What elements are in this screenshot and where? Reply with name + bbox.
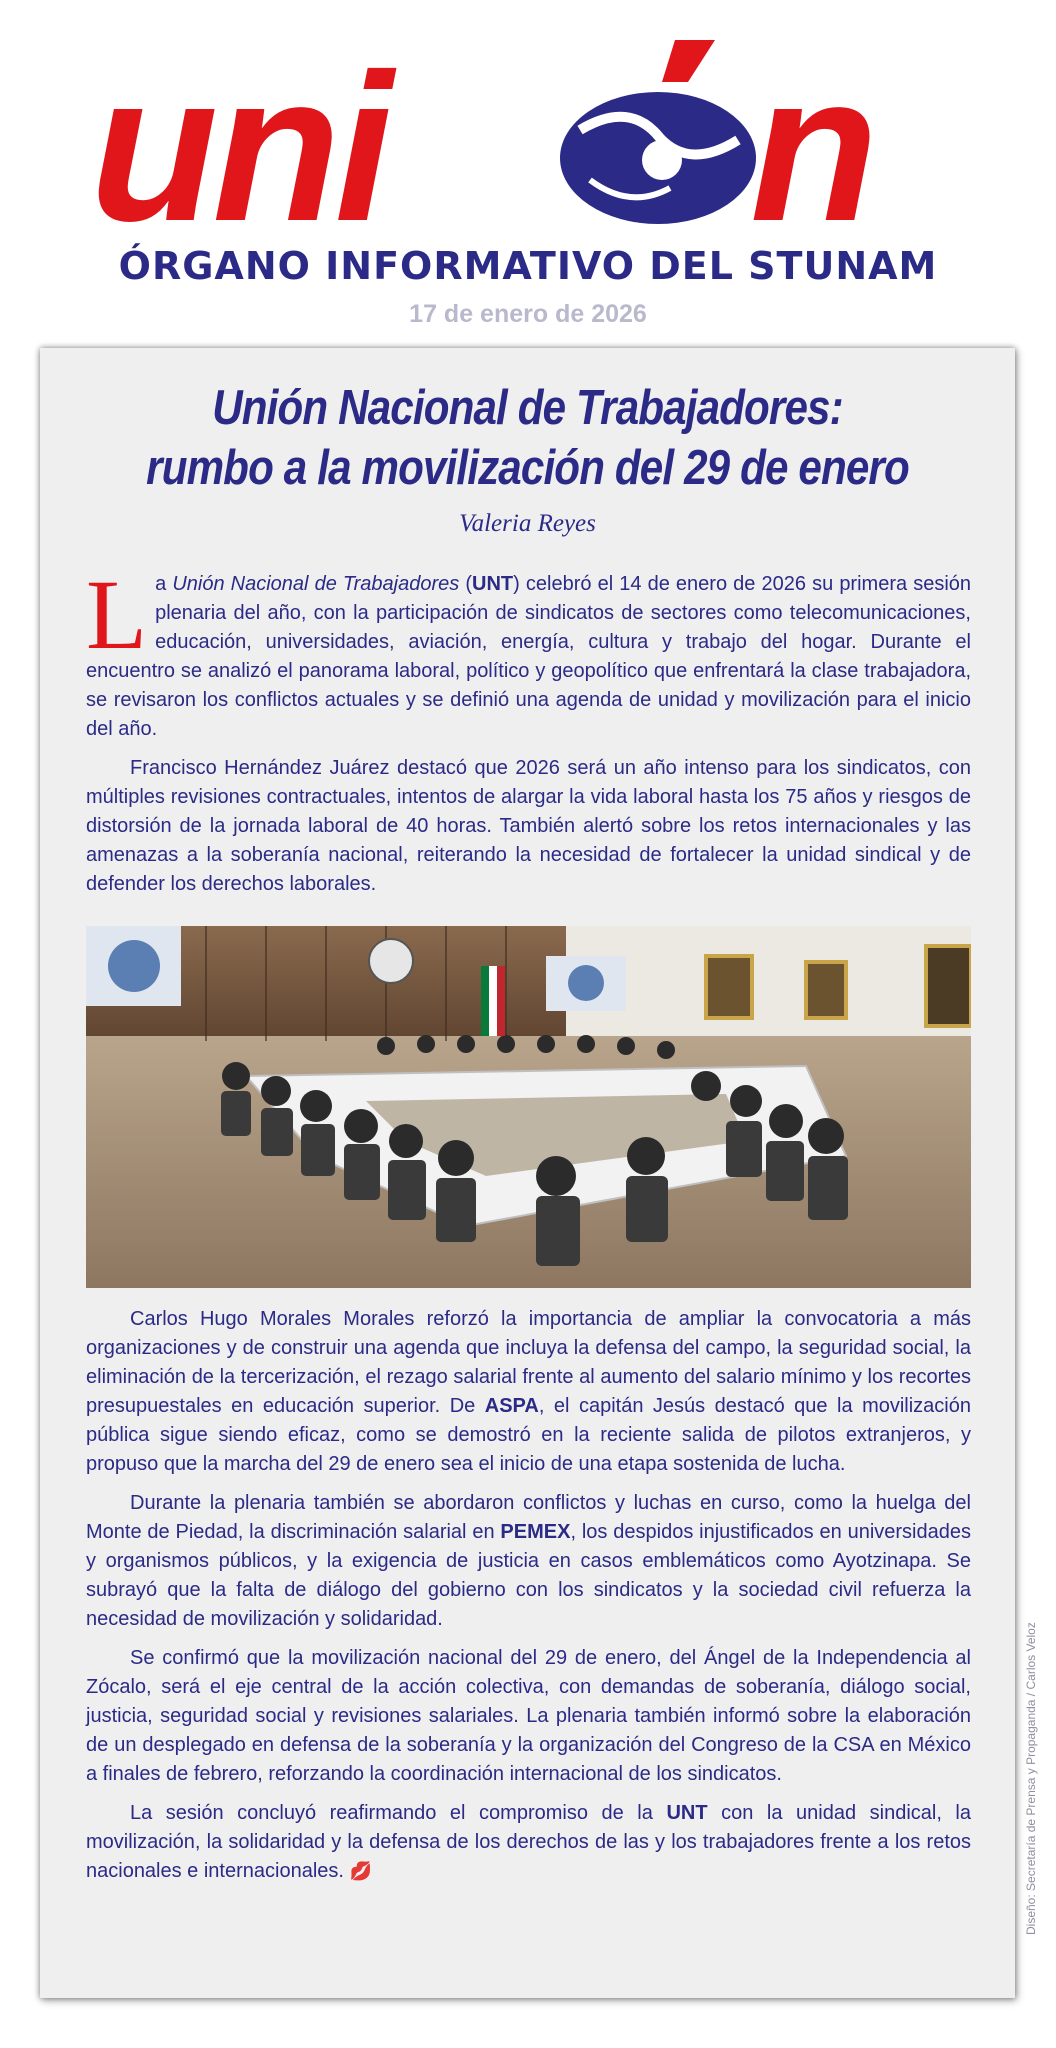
article-title-line1: Unión Nacional de Trabajadores: xyxy=(212,381,843,435)
article-body-top xyxy=(86,559,972,909)
p1-text-a: a xyxy=(155,573,173,595)
design-credit: Diseño: Secretaría de Prensa y Propaganda / Carlos Veloz xyxy=(1024,1622,1038,1935)
article-card xyxy=(40,348,1015,1998)
plenary-photo-illustration xyxy=(86,926,971,1288)
p4-text-pemex: PEMEX xyxy=(500,1521,571,1543)
paragraph-5: Se confirmó que la movilización nacional del 29 de enero, del Ángel de la Independencia al Zócalo, será el eje central de la acción colectiva, con demandas de soberanía, diálogo social, justicia, seguridad social y revisiones salariales. La plenaria también informó sobre la elaboración de un desplegado en defensa de la soberanía y la organización del Congreso de la CSA en México a finales de febrero, reforzando la coordinación internacional de los sindicatos. xyxy=(86,1647,971,1785)
p1-text-unt: UNT xyxy=(472,573,514,595)
p1-text-c: ( xyxy=(459,573,473,595)
article-author: Valeria Reyes xyxy=(459,510,596,537)
p6-text-a: La sesión concluyó reafirmando el compromiso de la xyxy=(130,1802,667,1824)
kiss-icon: 💋 xyxy=(349,1861,372,1881)
p3-text-a: Carlos Hugo Morales Morales reforzó la importancia de ampliar la convocatoria a más organizaciones y de construir una agenda que incluya la defensa del campo, la seguridad social, la eliminación de la tercerización, el rezago salarial frente al aumento del salario mínimo y los recortes presupuestales en educación superior. De xyxy=(86,1308,971,1417)
article-title-line2: rumbo a la movilización del 29 de enero xyxy=(146,441,909,495)
plenary-photo xyxy=(86,926,971,1288)
p6-text-c: con la unidad sindical, la movilización, la solidaridad y la defensa de los derechos de las y los trabajadores frente a los retos nacionales e internacionales. xyxy=(86,1802,971,1882)
article-body-bottom xyxy=(86,1305,971,1896)
p4-text-c: , los despidos injustificados en universidades y organismos públicos, y la exigencia de justicia en casos emblemáticos como Ayotzinapa. Se subrayó que la falta de diálogo del gobierno con los sindicatos y la sociedad civil refuerza la necesidad de movilización y solidaridad. xyxy=(86,1521,971,1630)
paragraph-4 xyxy=(86,1489,971,1634)
paragraph-2: Francisco Hernández Juárez destacó que 2026 será un año intenso para los sindicatos, con múltiples revisiones contractuales, intentos de alargar la vida laboral hasta los 75 años y riesgos de distorsión de la jornada laboral de 40 horas. También alertó sobre los retos internacionales y las amenazas a la soberanía nacional, reiterando la necesidad de fortalecer la unidad sindical y de defender los derechos laborales. xyxy=(86,757,971,895)
p4-text-a: Durante la plenaria también se abordaron conflictos y luchas en curso, como la huelga del Monte de Piedad, la discriminación salarial en xyxy=(86,1492,971,1543)
drop-cap: L xyxy=(86,559,148,670)
article-title xyxy=(108,378,947,498)
union-logo xyxy=(90,20,970,260)
masthead-subtitle: ÓRGANO INFORMATIVO DEL STUNAM xyxy=(118,244,938,288)
paragraph-6 xyxy=(86,1799,971,1886)
issue-date: 17 de enero de 2026 xyxy=(409,300,647,328)
paragraph-3 xyxy=(86,1305,971,1479)
handshake-icon xyxy=(560,40,756,224)
p3-text-c: , el capitán Jesús destacó que la movilización pública sigue siendo eficaz, como se demostró en la reciente salida de pilotos extranjeros, y propuso que la marcha del 29 de enero sea el inicio de una etapa sostenida de lucha. xyxy=(86,1395,971,1475)
p1-text-unt-name: Unión Nacional de Trabajadores xyxy=(172,573,460,595)
masthead xyxy=(0,0,1056,340)
p3-text-aspa: ASPA xyxy=(484,1395,539,1417)
svg-text:uni: uni xyxy=(90,30,387,260)
svg-text:n: n xyxy=(750,30,879,260)
p1-text-e: ) celebró el 14 de enero de 2026 su primera sesión plenaria del año, con la participación de sindicatos de sectores como telecomunicaciones, educación, universidades, aviación, energía, cultura y trabajo del hogar. Durante el encuentro se analizó el panorama laboral, político y geopolítico que enfrentará la clase trabajadora, se revisaron los conflictos actuales y se definió una agenda de unidad y movilización para el inicio del año. xyxy=(86,573,972,740)
paragraph-1 xyxy=(86,559,972,744)
p6-text-unt: UNT xyxy=(666,1802,708,1824)
